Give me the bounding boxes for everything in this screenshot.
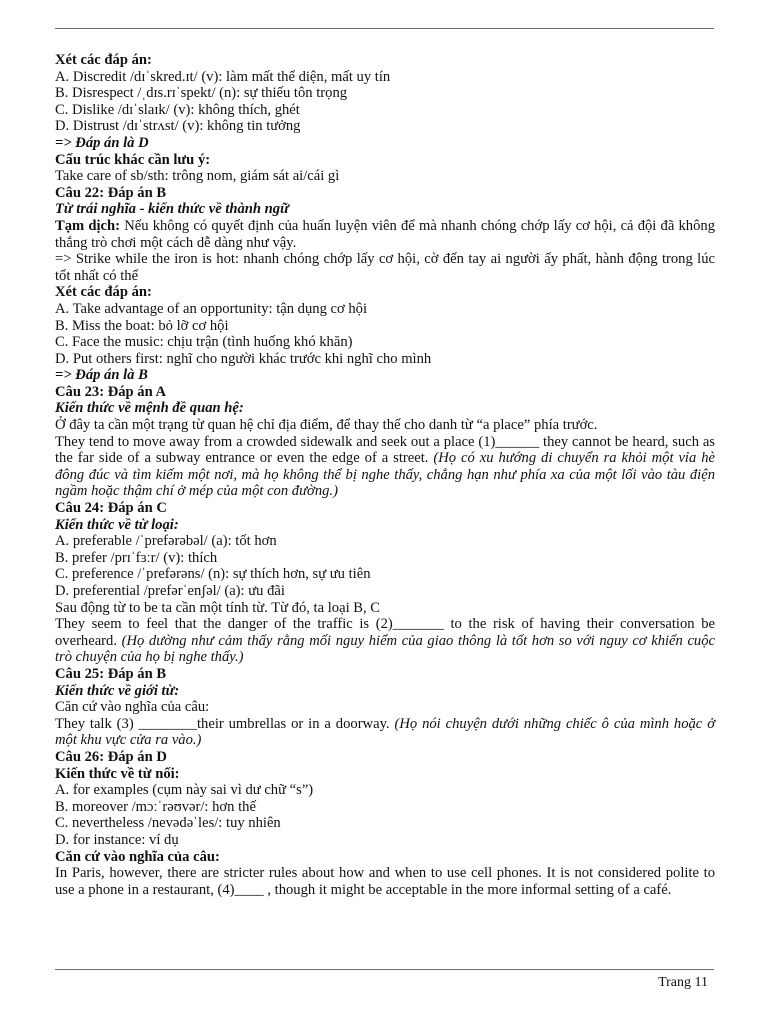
q24-passage-text: They seem to feel that the danger of the traffic is (2)_______ to the risk of having their conversation be overheard.	[55, 616, 715, 649]
intro-line: Take care of sb/sth: trông nom, giám sát ai/cái gì	[55, 168, 340, 185]
q22-translation-label: Tạm dịch:	[55, 217, 121, 234]
q22-answer: => Đáp án là B	[55, 367, 148, 384]
q24-option-b: B. prefer /prɪˈfɜːr/ (v): thích	[55, 549, 218, 566]
intro-line: Câu 22: Đáp án B	[55, 184, 167, 201]
q22-option-d: D. Put others first: nghĩ cho người khác trước khi nghĩ cho mình	[55, 350, 432, 367]
intro-line: C. Dislike /dɪˈslaɪk/ (v): không thích, ghét	[55, 101, 300, 118]
q25-passage-text: They talk (3) ________their umbrellas or in a doorway.	[55, 715, 395, 732]
q25-passage-translation: (Họ nói chuyện dưới những chiếc ô của mình hoặc ở một khu vực cửa ra vào.)	[55, 715, 715, 749]
q22-translation	[55, 218, 715, 251]
q26-option-c: C. nevertheless /nevədəˈles/: tuy nhiên	[55, 815, 281, 832]
intro-line: => Đáp án là D	[55, 134, 149, 151]
page-content	[55, 52, 715, 898]
q26-topic: Kiến thức về từ nối:	[55, 765, 180, 782]
q23-passage-text: They tend to move away from a crowded sidewalk and seek out a place (1)______ they cannot be heard, such as the far side of a subway entrance or even the edge of a street.	[55, 433, 715, 467]
q26-option-a: A. for examples (cụm này sai vì dư chữ “s”)	[55, 782, 314, 799]
page-number: Trang 11	[658, 975, 708, 990]
intro-line: D. Distrust /dɪˈstrʌst/ (v): không tin tưởng	[55, 118, 301, 135]
intro-line: Xét các đáp án:	[55, 52, 152, 68]
q26-passage: In Paris, however, there are stricter rules about how and when to use cell phones. It is not considered polite to use a phone in a restaurant, (4)____ , though it might be acceptable in the more informal setting of a café.	[55, 865, 715, 898]
q22-options-heading: Xét các đáp án:	[55, 284, 152, 301]
q24-option-a: A. preferable /ˈprefərəbəl/ (a): tốt hơn	[55, 533, 277, 550]
intro-line: Từ trái nghĩa - kiến thức về thành ngữ	[55, 201, 289, 218]
q26-option-b: B. moreover /mɔːˈrəʊvər/: hơn thế	[55, 798, 256, 815]
header-rule	[55, 28, 714, 29]
q24-option-d: D. preferential /prefərˈenʃəl/ (a): ưu đãi	[55, 583, 285, 599]
q26-title: Câu 26: Đáp án D	[55, 748, 167, 765]
q24-passage	[55, 616, 715, 666]
q23-title: Câu 23: Đáp án A	[55, 383, 167, 400]
q22-option-b: B. Miss the boat: bỏ lỡ cơ hội	[55, 317, 229, 334]
q25-passage	[55, 716, 715, 749]
q25-title: Câu 25: Đáp án B	[55, 665, 167, 682]
q25-explanation: Căn cứ vào nghĩa của câu:	[55, 699, 210, 716]
q25-topic: Kiến thức về giới từ:	[55, 682, 180, 699]
q23-passage-translation: (Họ có xu hướng di chuyển ra khỏi một vỉa hè đông đúc và tìm kiếm một nơi, mà họ không thể bị nghe thấy, chẳng hạn như phía xa của một lối vào tàu điện ngầm hoặc thậm chí ở mép của một con đường.)	[55, 450, 715, 500]
q24-topic: Kiến thức về từ loại:	[55, 516, 179, 533]
intro-lines	[55, 52, 715, 218]
q26-option-d: D. for instance: ví dụ	[55, 831, 179, 848]
q22-option-c: C. Face the music: chịu trận (tình huống khó khăn)	[55, 334, 353, 351]
q22-translation-text: Nếu không có quyết định của huấn luyện viên để mà nhanh chóng chớp lấy cơ hội, cả đội đã không thắng trò chơi một cách dễ dàng như vậy.	[55, 217, 715, 251]
intro-line: B. Disrespect /ˌdɪs.rɪˈspekt/ (n): sự thiếu tôn trọng	[55, 85, 348, 102]
q24-passage-translation: (Họ dường như cảm thấy rằng mối nguy hiểm của giao thông là tốt hơn so với nguy cơ khiến cuộc trò chuyện của họ bị nghe thấy.)	[55, 632, 715, 666]
q22-idiom-note: => Strike while the iron is hot: nhanh chóng chớp lấy cơ hội, cờ đến tay ai người ấy phất, hành động trong lúc tốt nhất có thể	[55, 251, 715, 284]
intro-line: Cấu trúc khác cần lưu ý:	[55, 151, 211, 168]
q24-title: Câu 24: Đáp án C	[55, 500, 167, 517]
footer-rule	[55, 969, 714, 970]
q23-explanation: Ở đây ta cần một trạng từ quan hệ chỉ địa điểm, để thay thế cho danh từ “a place” phía trước.	[55, 417, 598, 434]
q23-passage	[55, 434, 715, 500]
q23-topic: Kiến thức về mệnh đề quan hệ:	[55, 400, 244, 417]
q24-explanation: Sau động từ to be ta cần một tính từ. Từ đó, ta loại B, C	[55, 599, 381, 616]
intro-line: A. Discredit /dɪˈskred.ɪt/ (v): làm mất thể diện, mất uy tín	[55, 68, 391, 85]
q26-meaning-heading: Căn cứ vào nghĩa của câu:	[55, 848, 220, 865]
q22-option-a: A. Take advantage of an opportunity: tận dụng cơ hội	[55, 300, 368, 317]
q24-option-c: C. preference /ˈprefərəns/ (n): sự thích hơn, sự ưu tiên	[55, 566, 371, 583]
